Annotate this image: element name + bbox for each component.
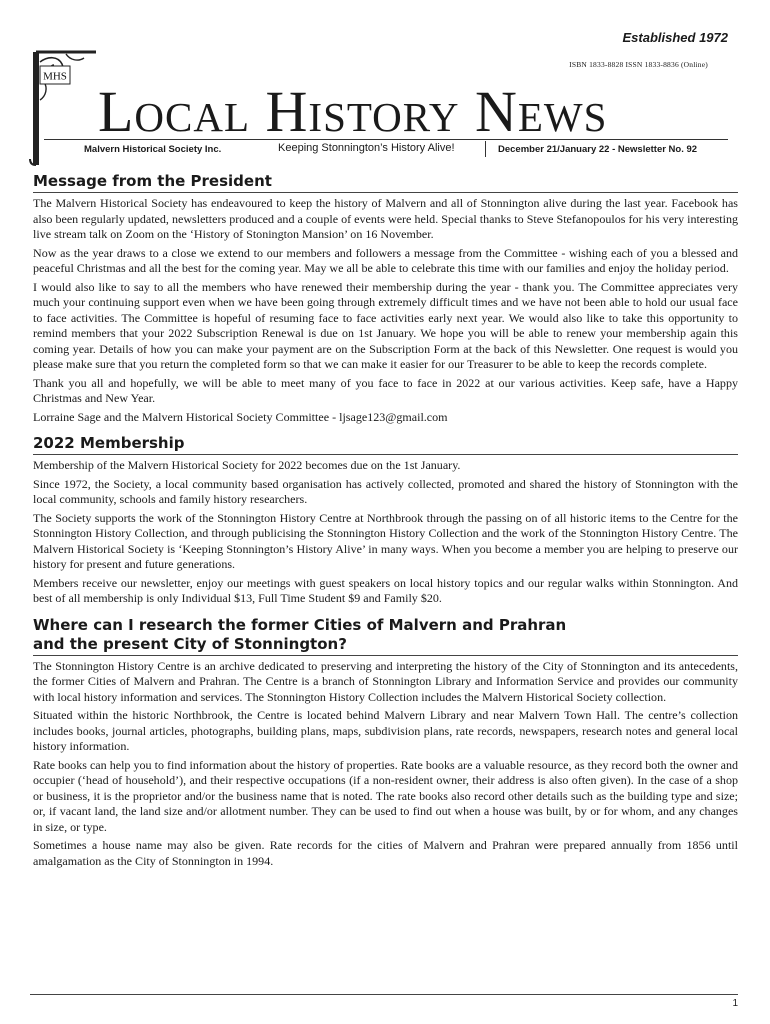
paragraph: Sometimes a house name may also be given. Rate records for the cities of Malvern and Prahran were prepared annually from 1856 until amalgamation as the City of Stonnington in 1994. <box>33 838 738 868</box>
paragraph: Since 1972, the Society, a local community based organisation has actively collected, promoted and shared the history of Stonnington with the local community, schools and family history researchers. <box>33 476 738 506</box>
issue-info: December 21/January 22 - Newsletter No. 92 <box>498 144 698 155</box>
paragraph: The Stonnington History Centre is an archive dedicated to preserving and interpreting the history of the City of Stonnington and its antecedents, the former Cities of Malvern and Prahran. The Centre is a branch of Stonnington Library and Information Service and provides our community with local history information and services. The Stonnington History Collection includes the Malvern Historical Society collection. <box>33 658 738 704</box>
isbn-issn: ISBN 1833-8828 ISSN 1833-8836 (Online) <box>569 60 708 69</box>
newsletter-body <box>33 172 738 878</box>
paragraph: Now as the year draws to a close we extend to our members and followers a message from the Committee - wishing each of you a blessed and peaceful Christmas and all the best for the coming year. May we all be able to celebrate this time with our families and enjoy the holiday period. <box>33 245 738 275</box>
page-number: 1 <box>732 998 738 1009</box>
masthead-title: Local History News <box>98 79 608 144</box>
paragraph: Rate books can help you to find information about the history of properties. Rate books are a valuable resource, as they record both the owner and occupier (‘head of household’), and their respective occupations (if a non-resident owner, their address is also often given). In the case of a shop or business, it is the proprietor and/or the business name that is noted. The rate books also record other details such as the building type and size; or, if vacant land, the land size and/or allotment number. They can be used to find out when a house was built, by or for whom, and any changes in size, or type. <box>33 757 738 834</box>
header-divider <box>485 141 486 157</box>
section-membership <box>33 434 738 607</box>
signature-line: Lorraine Sage and the Malvern Historical Society Committee - ljsage123@gmail.com <box>33 409 448 424</box>
section-heading: Message from the President <box>33 172 738 193</box>
heading-line-1: Where can I research the former Cities of Malvern and Prahran <box>33 615 567 634</box>
section-president-message <box>33 172 738 425</box>
masthead-rule <box>44 139 728 140</box>
logo-initials: MHS <box>43 70 67 83</box>
section-heading: 2022 Membership <box>33 434 738 455</box>
section-heading <box>33 616 738 656</box>
paragraph: Thank you all and hopefully, we will be able to meet many of you face to face in 2022 at our various activities. Keep safe, have a Happy Christmas and New Year. <box>33 375 738 405</box>
paragraph: Situated within the historic Northbrook, the Centre is located behind Malvern Library and near Malvern Town Hall. The centre’s collection includes books, journal articles, photographs, building plans, maps, subdivision plans, rate records, newspapers, research notes and general local history information. <box>33 708 738 753</box>
paragraph: I would also like to say to all the members who have renewed their membership during the year - thank you. The Committee appreciates very much your continuing support even when we have been going through extremely difficult times and we have not been able to hold our usual face to face activities. The Committee is hopeful of resuming face to face activities early next year. We would also like to take this opportunity to remind members that your 2022 Subscription Renewal is due on 1st January. We hope you will be able to renew your membership again this coming year. Details of how you can make your payment are on the Subscription Form at the back of this Newsletter. One request is would you please make sure that you return the completed form so that we can make it easier for our Treasurer to be able to keep the records complete. <box>33 279 738 371</box>
heading-line-2: and the present City of Stonnington? <box>33 634 347 653</box>
paragraph: Membership of the Malvern Historical Society for 2022 becomes due on the 1st January. <box>33 458 461 472</box>
society-name: Malvern Historical Society Inc. <box>84 144 222 155</box>
paragraph: The Malvern Historical Society has endeavoured to keep the history of Malvern and all of Stonnington alive during the last year. Facebook has also been regularly updated, newsletters produced and a couple of events were held. Special thanks to Steve Stefanopoulos for his very interesting live stream talk on Zoom on the ‘History of Stonington Mansion’ on 16 November. <box>33 196 738 241</box>
tagline: Keeping Stonnington’s History Alive! <box>278 142 455 154</box>
established-date: Established 1972 <box>622 30 728 45</box>
paragraph: The Society supports the work of the Stonnington History Centre at Northbrook through the passing on of all historic items to the Centre for the Stonnington History Collection, and through publicising the Stonnington History Collection and the work of the Stonnington History Centre. The Malvern Historical Society is ‘Keeping Stonnington’s History Alive’ in many ways. When you become a member you are helping to preserve our history for present and future generations. <box>33 510 738 571</box>
section-research <box>33 616 738 870</box>
paragraph: Members receive our newsletter, enjoy our meetings with guest speakers on local history topics and our regular walks within Stonnington. And best of all membership is only Individual $13, Full Time Student $9 and Family $20. <box>33 575 738 605</box>
footer-rule <box>30 994 738 995</box>
